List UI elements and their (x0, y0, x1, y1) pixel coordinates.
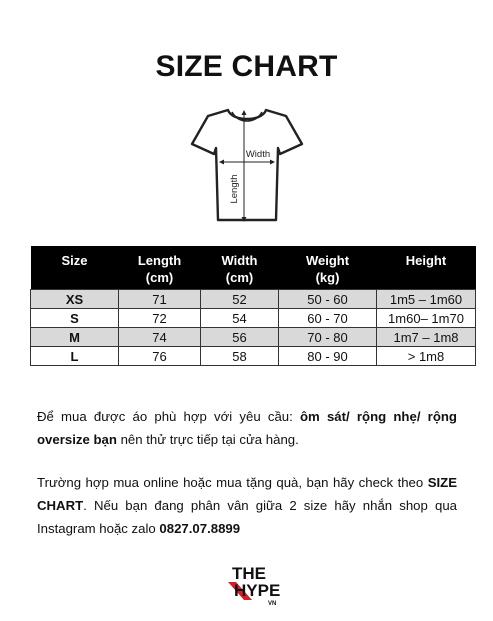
header-size: Size (31, 246, 119, 290)
table-row (31, 347, 476, 366)
cell-size: M (31, 328, 119, 347)
cell-width: 54 (201, 309, 279, 328)
phone-number: 0827.07.8899 (159, 521, 241, 536)
cell-width: 58 (201, 347, 279, 366)
size-table (30, 246, 476, 366)
cell-weight: 80 - 90 (279, 347, 377, 366)
header-width: Width (cm) (201, 246, 279, 290)
tshirt-diagram (188, 104, 306, 228)
cell-length: 76 (119, 347, 201, 366)
cell-height: > 1m8 (377, 347, 476, 366)
cell-width: 52 (201, 290, 279, 309)
cell-weight: 50 - 60 (279, 290, 377, 309)
header-weight: Weight (kg) (279, 246, 377, 290)
cell-length: 74 (119, 328, 201, 347)
cell-weight: 70 - 80 (279, 328, 377, 347)
header-length: Length (cm) (119, 246, 201, 290)
cell-height: 1m5 – 1m60 (377, 290, 476, 309)
cell-length: 72 (119, 309, 201, 328)
length-label: Length (229, 174, 240, 204)
width-label: Width (245, 149, 271, 160)
the-hype-logo (226, 560, 288, 608)
cell-width: 56 (201, 328, 279, 347)
logo-line2: HYPE (234, 581, 281, 600)
cell-weight: 60 - 70 (279, 309, 377, 328)
cell-size: S (31, 309, 119, 328)
logo-sub: VN (268, 601, 277, 607)
table-row (31, 309, 476, 328)
cell-size: XS (31, 290, 119, 309)
fit-advice-paragraph: Để mua được áo phù hợp với yêu cầu: ôm sát/ rộng nhẹ/ rộng oversize bạn nên thử trực tiếp tại cửa hàng. (37, 409, 457, 447)
logo-line1: THE (232, 564, 266, 583)
cell-size: L (31, 347, 119, 366)
cell-length: 71 (119, 290, 201, 309)
table-row (31, 328, 476, 347)
online-order-paragraph: Trường hợp mua online hoặc mua tặng quà, bạn hãy check theo SIZE CHART. Nếu bạn đang phân vân giữa 2 size hãy nhắn shop qua Instagram hoặc zalo 0827.07.8899 (37, 475, 457, 536)
cell-height: 1m60– 1m70 (377, 309, 476, 328)
cell-height: 1m7 – 1m8 (377, 328, 476, 347)
table-header-row (31, 246, 476, 290)
table-row (31, 290, 476, 309)
header-height: Height (377, 246, 476, 290)
page-title: SIZE CHART (155, 50, 338, 83)
